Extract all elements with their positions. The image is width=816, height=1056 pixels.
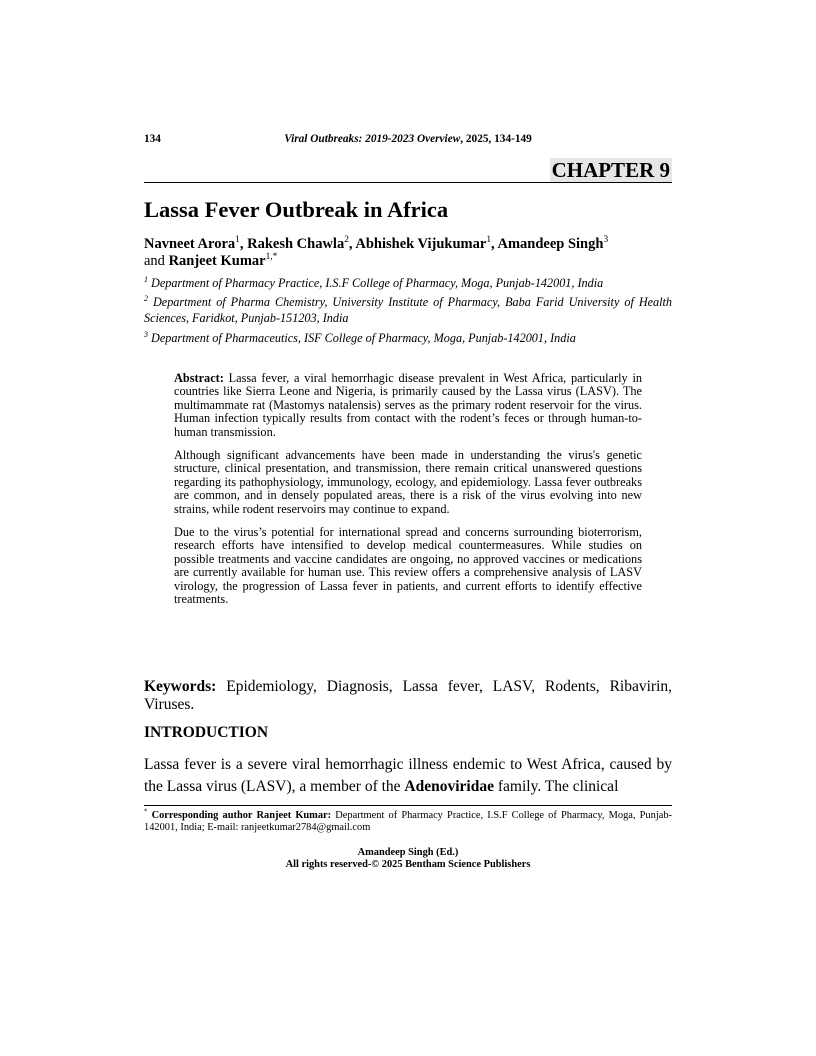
author-sep: , — [239, 236, 248, 252]
copyright-line: All rights reserved-© 2025 Bentham Science Publishers — [285, 858, 531, 870]
running-header — [144, 133, 672, 145]
header-rule — [144, 182, 672, 183]
abstract-paragraph — [174, 372, 642, 439]
body-text: Lassa fever is a severe viral hemorrhagic illness endemic to West Africa, caused by the Lassa virus (LASV), a member of the — [144, 756, 672, 795]
author-name: Ranjeet Kumar — [168, 253, 266, 269]
keywords — [144, 678, 672, 714]
affiliation-text: Department of Pharmaceutics, ISF College of Pharmacy, Moga, Punjab-142001, India — [151, 331, 576, 345]
abstract-label: Abstract: — [174, 371, 224, 385]
chapter-label: CHAPTER 9 — [551, 158, 670, 182]
editor-line: Amandeep Singh (Ed.) — [357, 847, 459, 858]
affiliation-text: Department of Pharma Chemistry, University Institute of Pharmacy, Baba Farid University of Health Sciences, Faridkot, Punjab-151203, India — [144, 295, 673, 325]
author-sup: 1 — [486, 235, 492, 246]
affiliation — [144, 330, 672, 346]
author-name: Abhishek Vijukumar — [355, 236, 487, 252]
author-name: Navneet Arora — [144, 236, 236, 252]
abstract-text: Lassa fever, a viral hemorrhagic disease prevalent in West Africa, particularly in countries like Sierra Leone and Nigeria, is primarily caused by the Lassa virus (LASV). The multimammate rat (Mastomys natalensis) serves as the primary rodent reservoir for the virus. Human infection typically results from contact with the rodent’s feces or through human-to-human transmission. — [174, 371, 643, 439]
running-title: Viral Outbreaks: 2019-2023 Overview — [284, 133, 461, 145]
body-bold-term: Adenoviridae — [404, 778, 494, 795]
abstract-paragraph: Due to the virus’s potential for international spread and concerns surrounding bioterrorism, research efforts have intensified to develop medical countermeasures. While studies on possible treatments and vaccine candidates are ongoing, no approved vaccines or medications are currently available for human use. This review offers a comprehensive analysis of LASV virology, the progression of Lassa fever in patients, and current efforts to identify effective treatments. — [174, 525, 642, 607]
author-list — [144, 236, 672, 270]
author-name: Rakesh Chawla — [247, 236, 345, 252]
keywords-label: Keywords: — [144, 678, 217, 695]
affiliation-text: Department of Pharmacy Practice, I.S.F College of Pharmacy, Moga, Punjab-142001, India — [151, 276, 604, 290]
body-text: family. The clinical — [493, 778, 619, 795]
author-sep: , — [491, 236, 498, 252]
author-sup: 1,* — [265, 252, 278, 263]
affiliation — [144, 275, 672, 291]
body-paragraph — [144, 754, 672, 798]
author-sup: 3 — [603, 235, 609, 246]
chapter-title: Lassa Fever Outbreak in Africa — [144, 197, 449, 222]
affiliation — [144, 294, 672, 326]
publisher-info — [144, 847, 672, 870]
author-sup: 2 — [344, 235, 349, 246]
author-sep: , — [348, 236, 356, 252]
section-heading: INTRODUCTION — [144, 724, 269, 741]
keywords-text: Epidemiology, Diagnosis, Lassa fever, LASV, Rodents, Ribavirin, Viruses. — [144, 678, 672, 713]
abstract — [174, 372, 642, 617]
affiliation-sup: 2 — [144, 293, 148, 303]
affiliation-sup: 3 — [144, 329, 148, 339]
running-title-details: , 2025, 134-149 — [460, 133, 532, 145]
affiliation-sup: 1 — [144, 274, 148, 284]
abstract-paragraph: Although significant advancements have been made in understanding the virus's genetic structure, clinical presentation, and transmission, there remain critical unanswered questions regarding its pathophysiology, immunology, ecology, and epidemiology. Lassa fever outbreaks are common, and in densely populated areas, there is a risk of the virus evolving into new strains, while rodent reservoirs may continue to expand. — [174, 448, 642, 516]
page-number: 134 — [144, 133, 161, 145]
author-name: Amandeep Singh — [497, 236, 604, 252]
footnote-text: Department of Pharmacy Practice, I.S.F College of Pharmacy, Moga, Punjab-142001, India; E-mail: ranjeetkumar2784@gmail.com — [144, 810, 672, 833]
author-sep: and — [144, 253, 169, 269]
footnote-rule — [144, 805, 672, 806]
footnote-sup: * — [144, 808, 148, 816]
footnote-label: Corresponding author Ranjeet Kumar: — [151, 810, 332, 821]
footnote — [144, 810, 672, 834]
author-sup: 1 — [235, 235, 240, 246]
